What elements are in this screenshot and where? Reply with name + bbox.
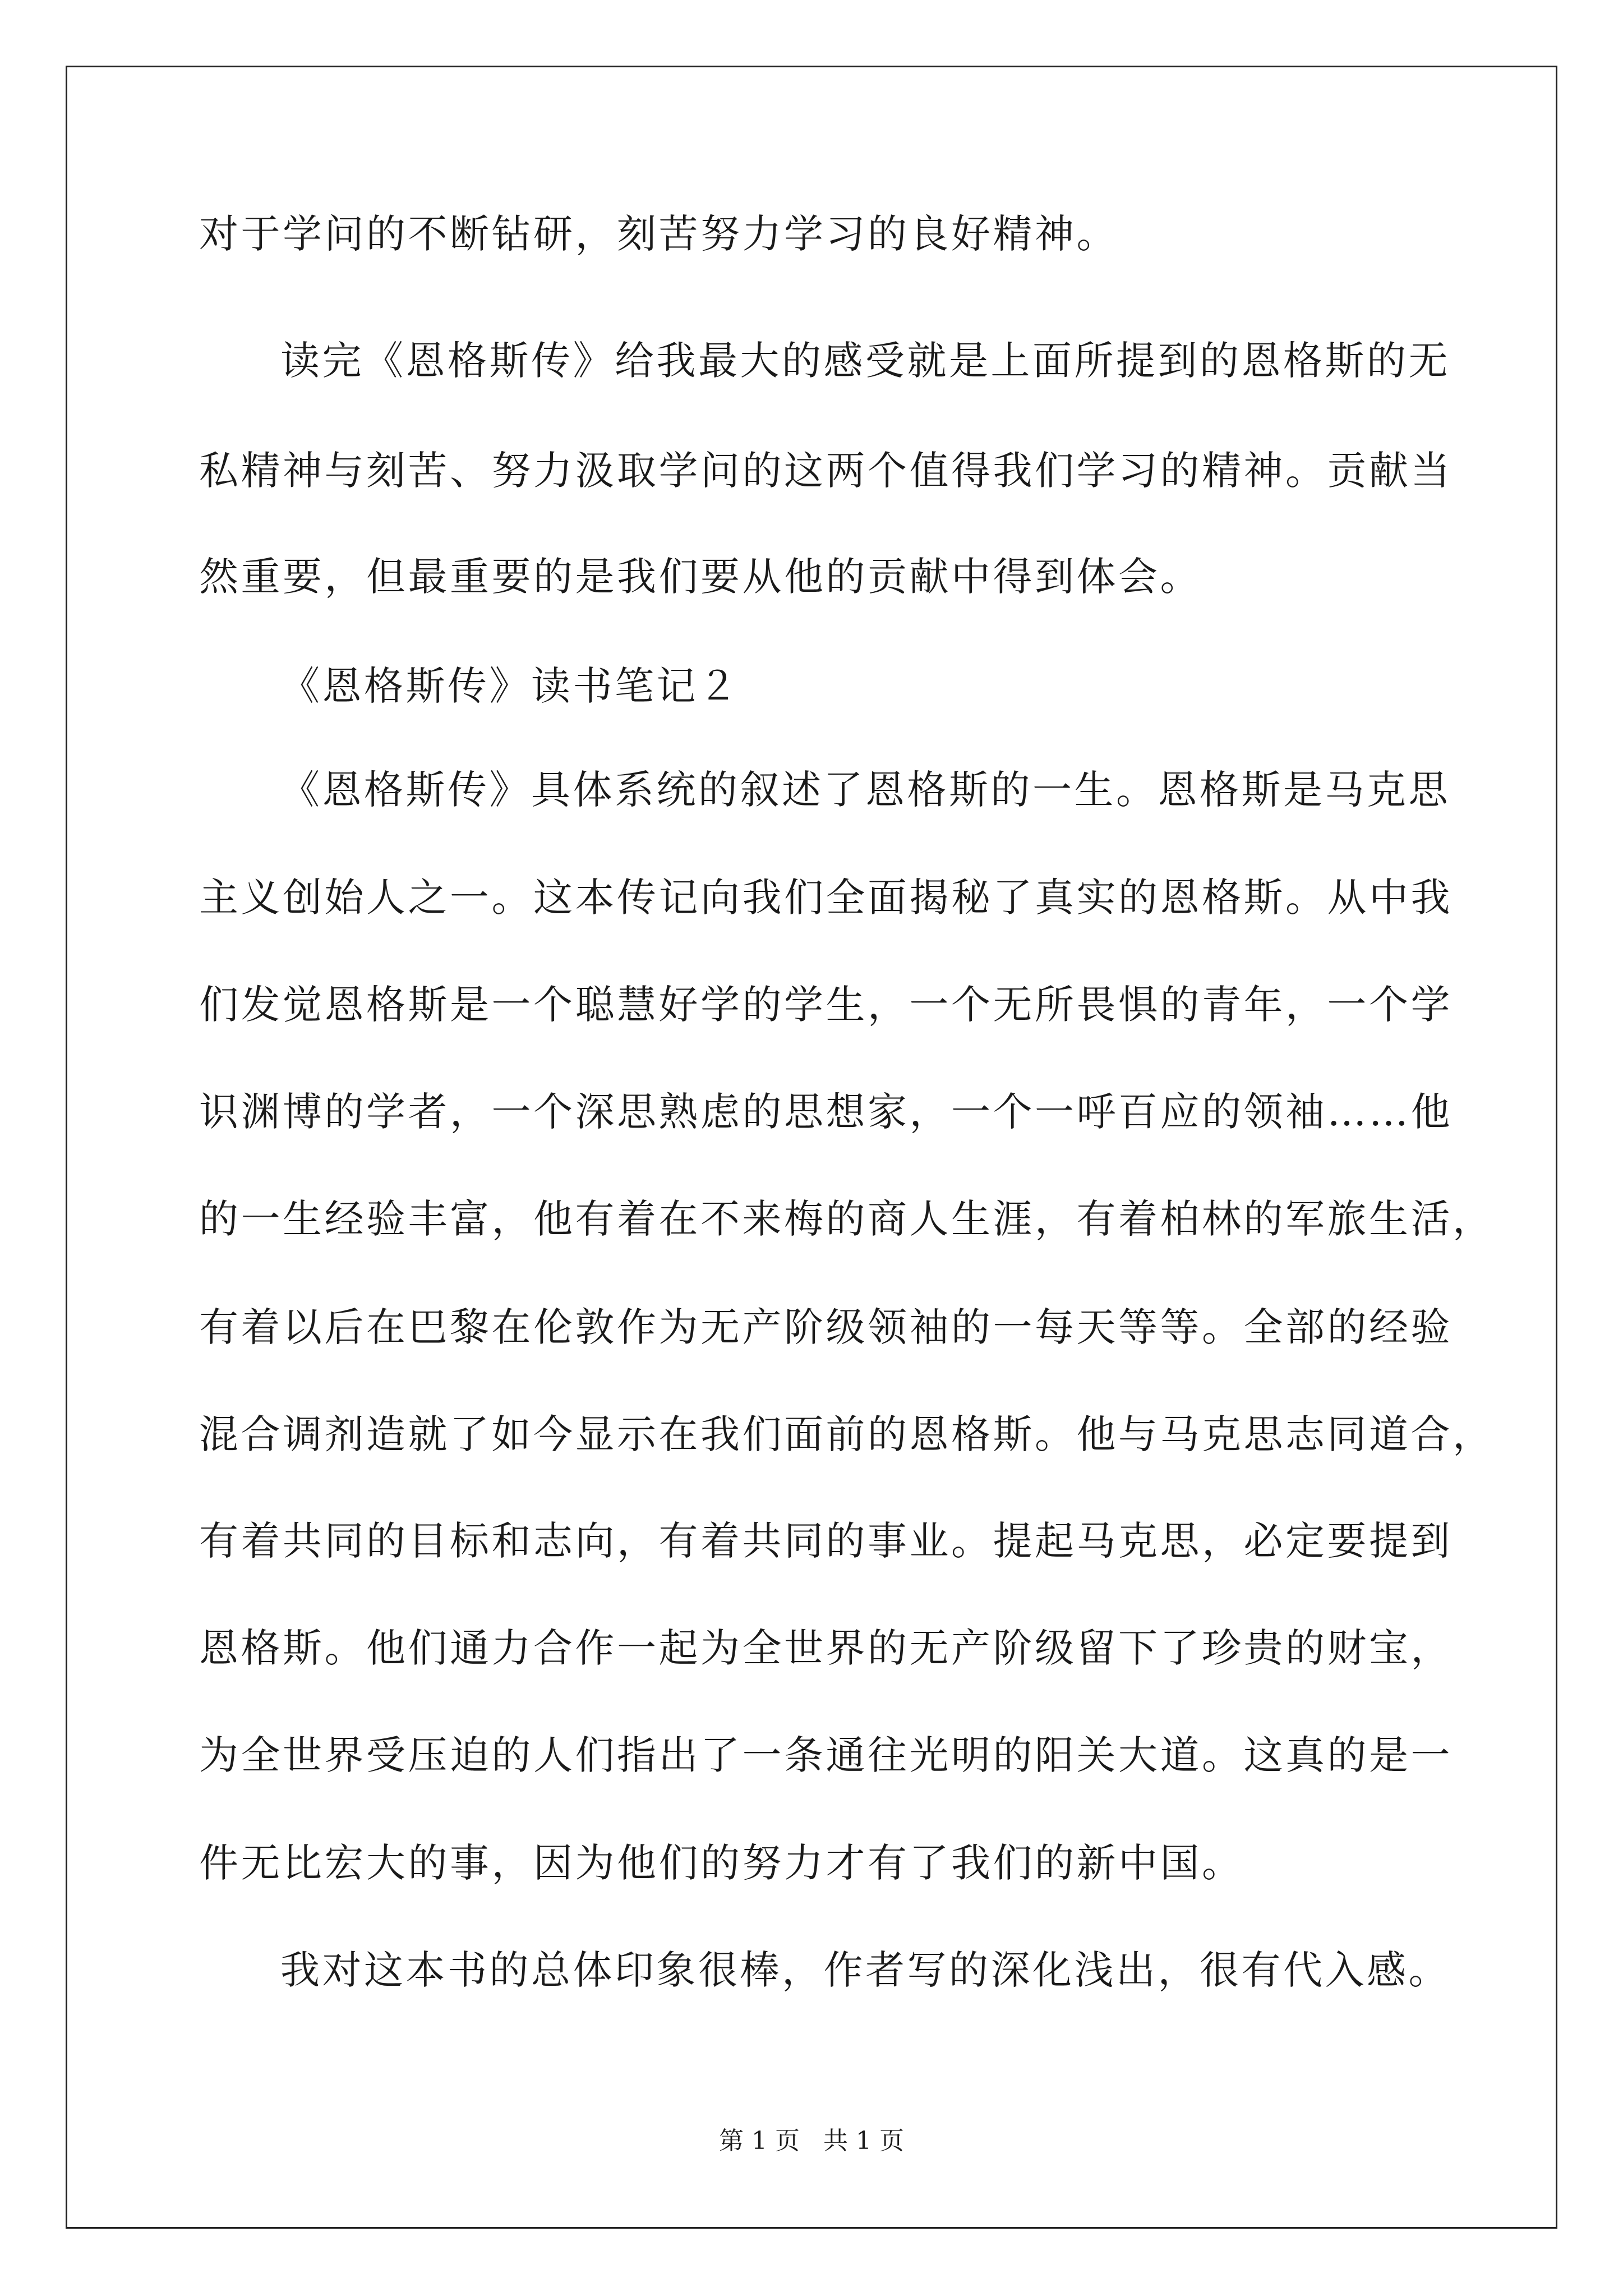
text-line: 对于学问的不断钻研，刻苦努力学习的良好精神。: [199, 211, 1118, 257]
section-heading: 《恩格斯传》读书笔记２: [280, 663, 740, 709]
text-line: 有着以后在巴黎在伦敦作为无产阶级领袖的一每天等等。全部的经验: [199, 1304, 1453, 1350]
paragraph-start-line: 读完《恩格斯传》给我最大的感受就是上面所提到的恩格斯的无: [280, 338, 1450, 384]
text-line: 恩格斯。他们通力合作一起为全世界的无产阶级留下了珍贵的财宝，: [199, 1625, 1453, 1671]
paragraph-start-line: 我对这本书的总体印象很棒，作者写的深化浅出，很有代入感。: [280, 1947, 1450, 1993]
text-line: 私精神与刻苦、努力汲取学问的这两个值得我们学习的精神。贡献当: [199, 448, 1453, 494]
text-line: 识渊博的学者，一个深思熟虑的思想家，一个一呼百应的领袖……他: [199, 1089, 1453, 1135]
text-line: 有着共同的目标和志向，有着共同的事业。提起马克思，必定要提到: [199, 1518, 1453, 1564]
text-line: 件无比宏大的事，因为他们的努力才有了我们的新中国。: [199, 1840, 1244, 1886]
page-border: [66, 66, 1557, 2229]
paragraph-start-line: 《恩格斯传》具体系统的叙述了恩格斯的一生。恩格斯是马克思: [280, 767, 1450, 813]
text-line: 然重要，但最重要的是我们要从他的贡献中得到体会。: [199, 554, 1202, 600]
text-line: 的一生经验丰富，他有着在不来梅的商人生涯，有着柏林的军旅生活，: [199, 1196, 1495, 1242]
text-line: 混合调剂造就了如今显示在我们面前的恩格斯。他与马克思志同道合，: [199, 1411, 1495, 1457]
text-line: 主义创始人之一。这本传记向我们全面揭秘了真实的恩格斯。从中我: [199, 875, 1453, 921]
text-line: 为全世界受压迫的人们指出了一条通往光明的阳关大道。这真的是一: [199, 1732, 1453, 1778]
page-number-footer: 第 1 页 共 1 页: [719, 2127, 904, 2155]
text-line: 们发觉恩格斯是一个聪慧好学的学生，一个无所畏惧的青年，一个学: [199, 982, 1453, 1028]
